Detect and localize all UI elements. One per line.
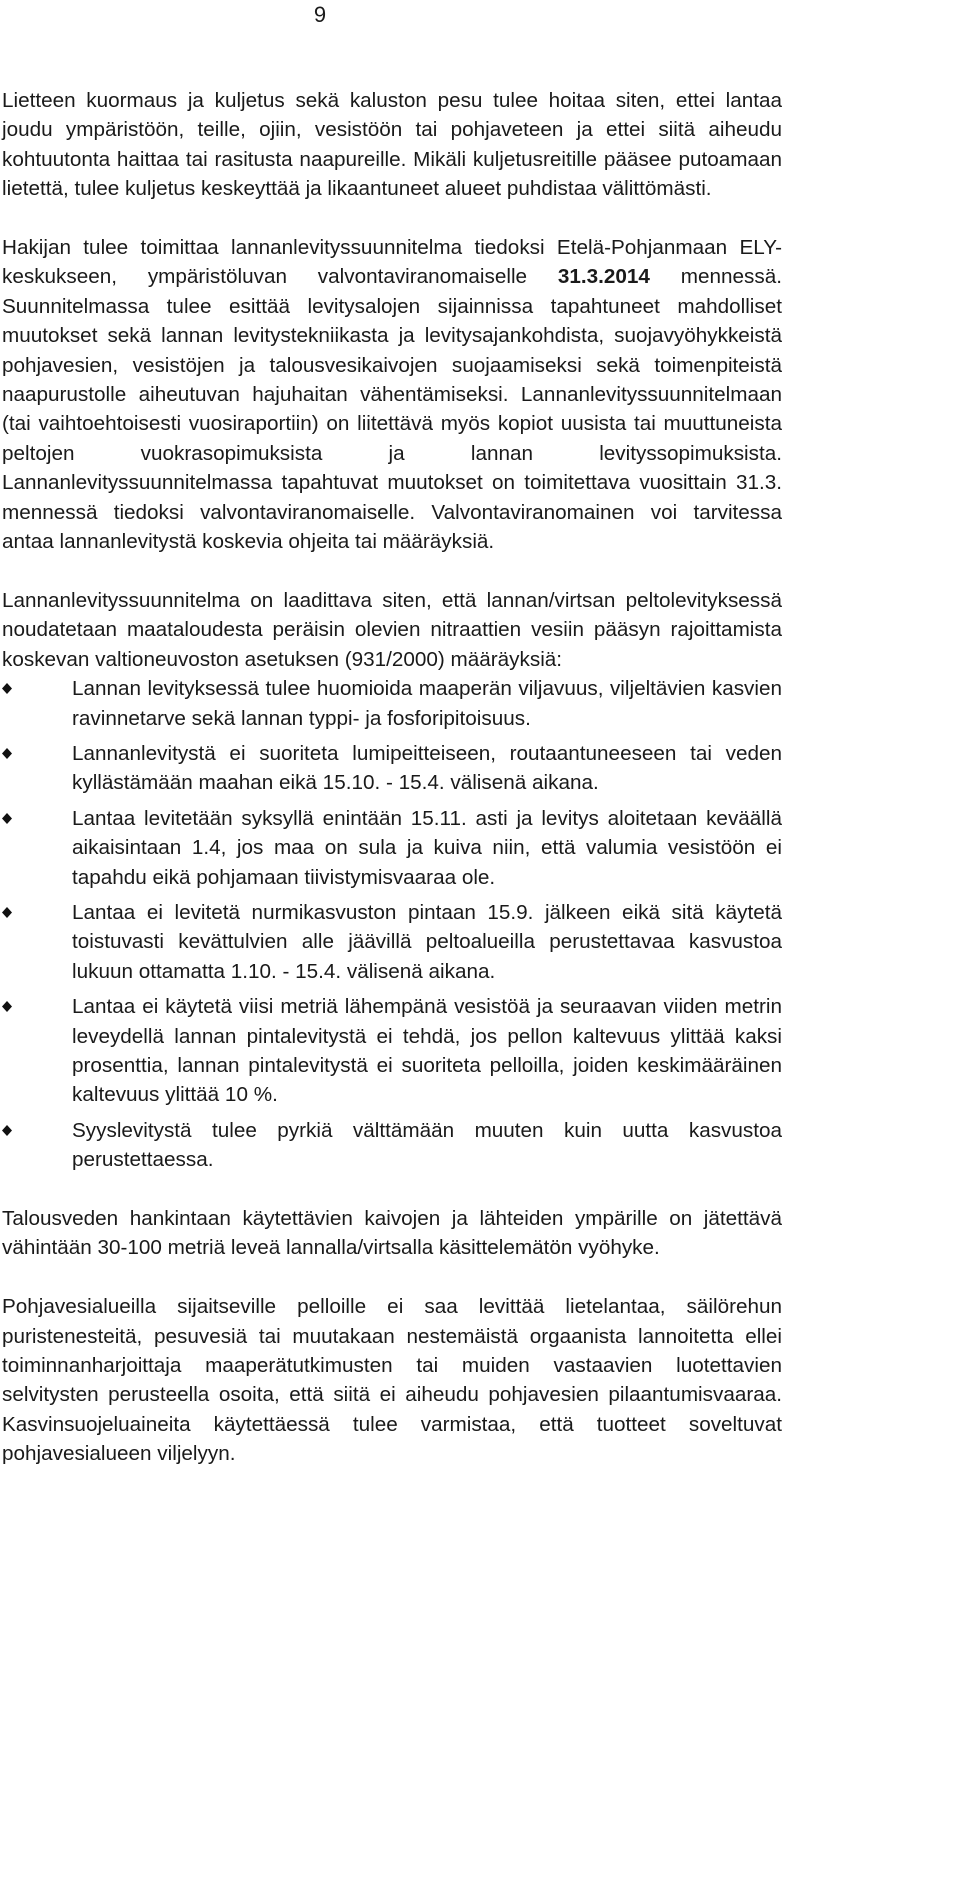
- paragraph-groundwater-areas: [2, 1292, 782, 1468]
- paragraph-text-part: Hakijan tulee toimittaa lannanlevityssuunnitelma tiedoksi Etelä-Pohjanmaan ELY-keskukseen, ympäristöluvan valvontaviranomaiselle: [2, 236, 782, 289]
- paragraph-sludge-transport: [2, 86, 782, 204]
- list-item: [2, 1116, 782, 1175]
- list-item-text: Lannan levityksessä tulee huomioida maaperän viljavuus, viljeltävien kasvien ravinnetarve sekä lannan typpi- ja fosforipitoisuus.: [72, 677, 782, 730]
- list-item-text: Syyslevitystä tulee pyrkiä välttämään muuten kuin uutta kasvustoa perustettaessa.: [72, 1118, 782, 1172]
- diamond-bullet-icon: [2, 907, 12, 917]
- list-item: [2, 674, 782, 733]
- list-item-text: Lantaa ei levitetä nurmikasvuston pintaan 15.9. jälkeen eikä sitä käytetä toistuvasti kevättulvien alle jäävillä peltoalueilla perustettavaa kasvustoa lukuun ottamatta 1.10. - 15.4. välisenä aikana.: [72, 900, 782, 983]
- paragraph-nitrate-regulation: [2, 586, 782, 1175]
- list-item-text: Lantaa ei käytetä viisi metriä lähempänä vesistöä ja seuraavan viiden metrin leveydellä lannan pintalevitystä ei tehdä, jos pellon kaltevuus ylittää kaksi prosenttia, lannan pintalevitystä ei suoriteta pelloilla, joiden keskimääräinen kaltevuus ylittää 10 %.: [72, 995, 782, 1107]
- diamond-bullet-icon: [2, 1001, 12, 1011]
- deadline-date: 31.3.2014: [557, 265, 650, 289]
- regulation-list: [2, 674, 782, 1175]
- diamond-bullet-icon: [2, 748, 12, 758]
- paragraph-manure-plan: [2, 233, 782, 556]
- list-item-text: Lantaa levitetään syksyllä enintään 15.11. asti ja levitys aloitetaan keväällä aikaisintaan 1.4, jos maa on sula ja kuiva niin, että valumia vesistöön ei tapahdu eikä pohjamaan tiivistymisvaaraa ole.: [72, 806, 782, 889]
- diamond-bullet-icon: [2, 1125, 12, 1135]
- paragraph-text: Pohjavesialueilla sijaitseville pelloille ei saa levittää lietelantaa, säilörehun puristenesteitä, pesuvesiä tai muutakaan nestemäistä orgaanista lannoitetta ellei toiminnanharjoittaja maaperätutkimusten tai muiden vastaavien luotettavien selvitysten perusteella osoita, että siitä ei aiheudu pohjavesien pilaantumisvaaraa. Kasvinsuojeluaineita käytettäessä tulee varmistaa, että tuotteet soveltuvat pohjavesialueen viljelyyn.: [2, 1295, 782, 1466]
- list-item: [2, 992, 782, 1110]
- list-item-text: Lannanlevitystä ei suoriteta lumipeitteiseen, routaantuneeseen tai veden kyllästämään maahan eikä 15.10. - 15.4. välisenä aikana.: [72, 741, 782, 795]
- document-body: [2, 86, 782, 1498]
- diamond-bullet-icon: [2, 813, 12, 823]
- diamond-bullet-icon: [2, 683, 12, 693]
- list-item: [2, 804, 782, 892]
- list-item: [2, 739, 782, 798]
- list-item: [2, 898, 782, 986]
- paragraph-text: Lannanlevityssuunnitelma on laadittava siten, että lannan/virtsan peltolevityksessä noudatetaan maataloudesta peräisin olevien nitraattien vesiin pääsyn rajoittamista koskevan valtioneuvoston asetuksen (931/2000) määräyksiä:: [2, 588, 782, 671]
- paragraph-text: [2, 233, 782, 556]
- paragraph-text: Talousveden hankintaan käytettävien kaivojen ja lähteiden ympärille on jätettävä vähintään 30-100 metriä leveä lannalla/virtsalla käsittelemätön vyöhyke.: [2, 1206, 782, 1260]
- page-number: 9: [313, 2, 327, 27]
- paragraph-water-wells: [2, 1204, 782, 1263]
- paragraph-text: Lietteen kuormaus ja kuljetus sekä kaluston pesu tulee hoitaa siten, ettei lantaa joudu ympäristöön, teille, ojiin, vesistöön tai pohjaveteen ja ettei siitä aiheudu kohtuutonta haittaa tai rasitusta naapureille. Mikäli kuljetusreitille pääsee putoamaan lietettä, tulee kuljetus keskeyttää ja likaantuneet alueet puhdistaa välittömästi.: [2, 89, 782, 201]
- paragraph-text-part: mennessä. Suunnitelmassa tulee esittää levitysalojen sijainnissa tapahtuneet mahdolliset muutokset sekä lannan levitystekniikasta ja levitysajankohdista, suojavyöhykkeistä pohjavesien, vesistöjen ja talousvesikaivojen suojaamiseksi sekä toimenpiteistä naapurustolle aiheutuvan hajuhaitan vähentämiseksi. Lannanlevityssuunnitelmaan (tai vaihtoehtoisesti vuosiraportiin) on liitettävä myös kopiot uusista tai muuttuneista peltojen vuokrasopimuksista ja lannan levityssopimuksista. Lannanlevityssuunnitelmassa tapahtuvat muutokset on toimitettava vuosittain 31.3. mennessä tiedoksi valvontaviranomaiselle. Valvontaviranomainen voi tarvitessa antaa lannanlevitystä koskevia ohjeita tai määräyksiä.: [2, 265, 782, 554]
